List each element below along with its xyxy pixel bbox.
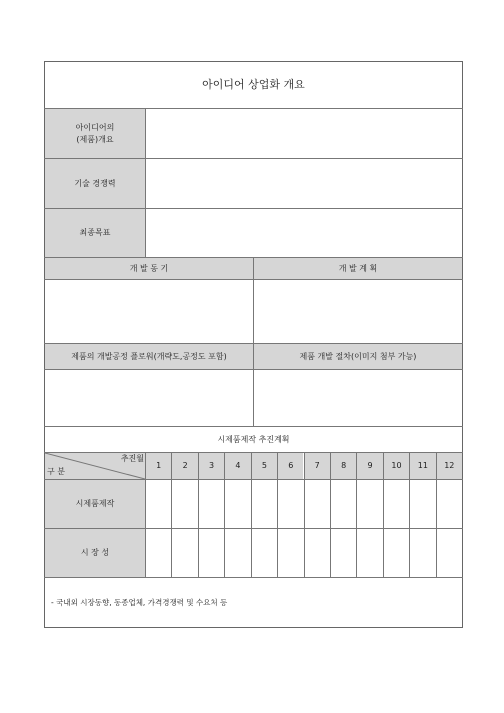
schedule-cell-prototype[interactable]	[437, 480, 462, 528]
schedule-cell-market[interactable]	[252, 529, 277, 577]
corner-label-month: 추진월	[120, 454, 144, 463]
header-motivation: 개 발 동 기	[45, 258, 253, 279]
divider	[224, 452, 225, 577]
schedule-cell-market[interactable]	[331, 529, 356, 577]
divider	[145, 108, 146, 257]
schedule-cell-market[interactable]	[172, 529, 197, 577]
schedule-cell-market[interactable]	[146, 529, 171, 577]
month-header-cell: 1	[146, 453, 171, 479]
month-header-cell: 8	[331, 453, 356, 479]
month-header-cell: 2	[172, 453, 197, 479]
schedule-cell-prototype[interactable]	[225, 480, 250, 528]
divider	[356, 452, 357, 577]
field-motivation[interactable]	[45, 280, 253, 343]
label-tech-competitiveness: 기술 경쟁력	[45, 159, 145, 208]
row-label-prototype: 시제품제작	[45, 480, 145, 528]
schedule-cell-market[interactable]	[278, 529, 303, 577]
schedule-cell-market[interactable]	[225, 529, 250, 577]
label-final-goal: 최종목표	[45, 209, 145, 257]
form-title: 아이디어 상업화 개요	[202, 78, 305, 91]
schedule-cell-prototype[interactable]	[172, 480, 197, 528]
header-procedure: 제품 개발 절차(이미지 첨부 가능)	[254, 344, 462, 369]
field-plan[interactable]	[254, 280, 462, 343]
field-procedure[interactable]	[254, 370, 462, 426]
row-label-market: 시 장 성	[45, 529, 145, 577]
note-text: - 국내외 시장동향, 동종업체, 가격경쟁력 및 수요처 등	[51, 597, 228, 607]
month-header-cell: 7	[305, 453, 330, 479]
month-header-cell: 4	[225, 453, 250, 479]
header-process-flow: 제품의 개발공정 플로워(개략도,공정도 포함)	[45, 344, 253, 369]
schedule-cell-prototype[interactable]	[278, 480, 303, 528]
corner-label-category: 구 분	[47, 467, 65, 476]
header-plan: 개 발 계 획	[254, 258, 462, 279]
schedule-cell-prototype[interactable]	[146, 480, 171, 528]
divider	[436, 452, 437, 577]
month-header-cell: 10	[384, 453, 409, 479]
schedule-title: 시제품제작 추진계획	[217, 434, 290, 444]
divider	[304, 452, 305, 577]
schedule-cell-prototype[interactable]	[199, 480, 224, 528]
divider	[330, 452, 331, 577]
label-idea-overview: 아이디어의 (제품)개요	[45, 109, 145, 158]
field-process-flow[interactable]	[45, 370, 253, 426]
field-final-goal[interactable]	[146, 209, 462, 257]
month-header-cell: 5	[252, 453, 277, 479]
schedule-cell-prototype[interactable]	[384, 480, 409, 528]
month-header-cell: 12	[437, 453, 462, 479]
month-header-cell: 6	[278, 453, 303, 479]
divider	[383, 452, 384, 577]
schedule-cell-market[interactable]	[384, 529, 409, 577]
divider	[409, 452, 410, 577]
schedule-cell-market[interactable]	[199, 529, 224, 577]
divider	[253, 257, 254, 426]
month-header-cell: 3	[199, 453, 224, 479]
schedule-cell-prototype[interactable]	[252, 480, 277, 528]
month-header-cell: 11	[410, 453, 435, 479]
schedule-cell-prototype[interactable]	[331, 480, 356, 528]
divider	[251, 452, 252, 577]
divider	[171, 452, 172, 577]
schedule-cell-market[interactable]	[410, 529, 435, 577]
schedule-cell-prototype[interactable]	[357, 480, 382, 528]
schedule-cell-prototype[interactable]	[305, 480, 330, 528]
field-tech-competitiveness[interactable]	[146, 159, 462, 208]
schedule-cell-prototype[interactable]	[410, 480, 435, 528]
divider	[198, 452, 199, 577]
field-idea-overview[interactable]	[146, 109, 462, 158]
month-header-cell: 9	[357, 453, 382, 479]
schedule-cell-market[interactable]	[437, 529, 462, 577]
schedule-cell-market[interactable]	[357, 529, 382, 577]
schedule-cell-market[interactable]	[305, 529, 330, 577]
divider	[277, 452, 278, 577]
